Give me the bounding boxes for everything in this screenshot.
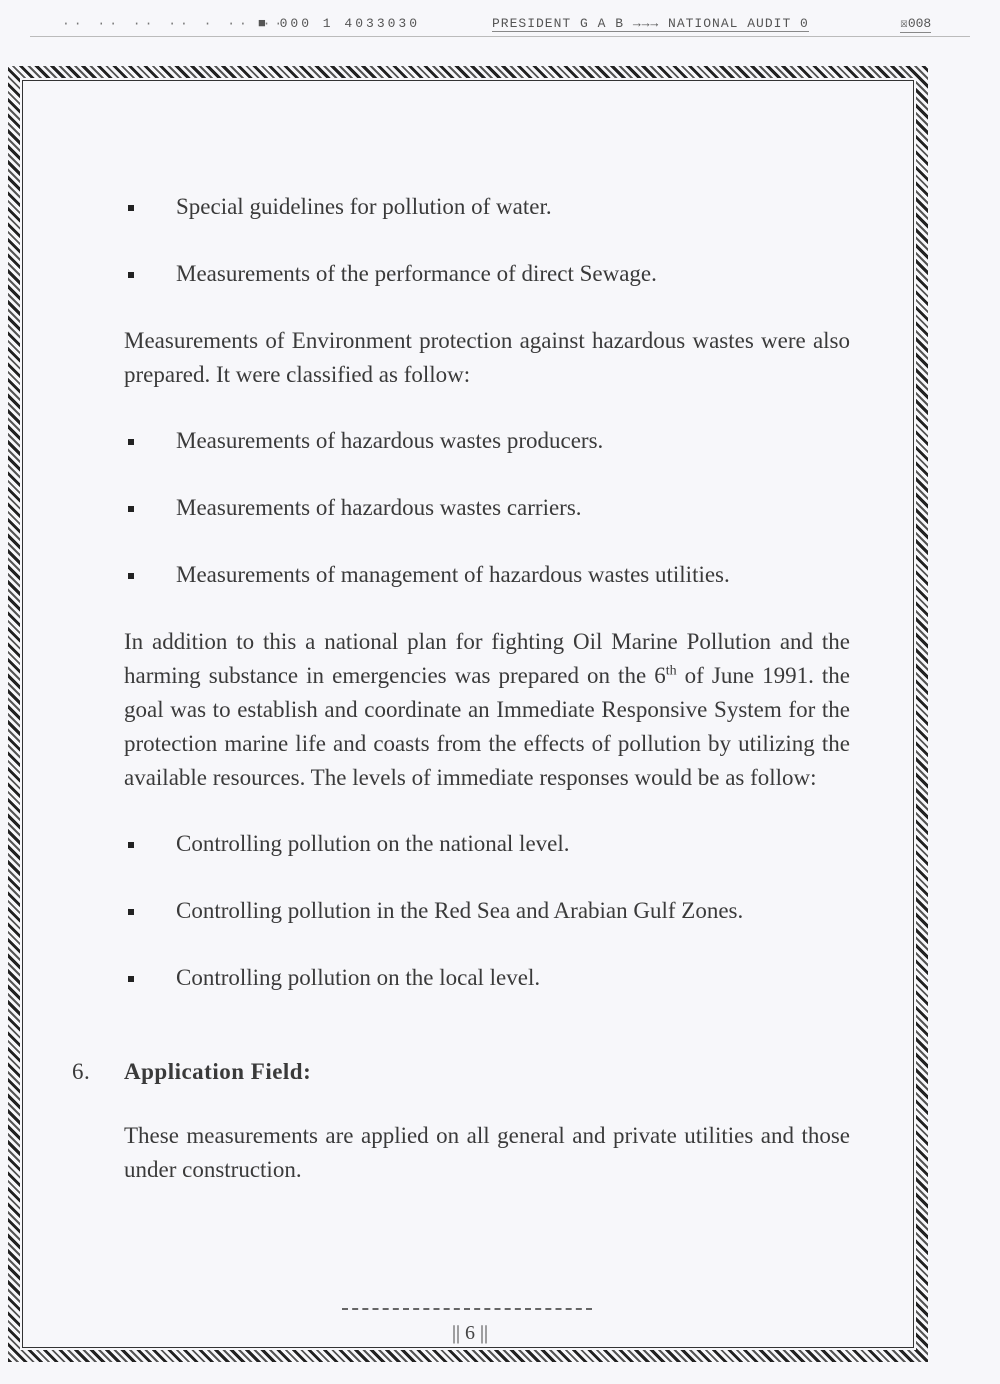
list-item-text: Measurements of management of hazardous wastes utilities. xyxy=(176,562,730,587)
bullet-icon xyxy=(128,439,134,445)
list-item-text: Controlling pollution on the local level. xyxy=(176,965,541,990)
bullet-icon xyxy=(128,909,134,915)
ordinal-suffix: th xyxy=(665,663,677,679)
fax-page-marker: ☒008 xyxy=(900,16,932,31)
section-number: 6. xyxy=(72,1059,91,1084)
list-item xyxy=(124,491,850,525)
bullet-icon xyxy=(128,272,134,278)
list-item-text: Special guidelines for pollution of water. xyxy=(176,194,552,219)
list-item xyxy=(124,424,850,458)
fax-header-rule xyxy=(30,36,970,37)
bullet-icon xyxy=(128,842,134,848)
list-item xyxy=(124,961,850,995)
list-item-text: Controlling pollution in the Red Sea and Arabian Gulf Zones. xyxy=(176,898,744,923)
paragraph-text-start: In addition to this a national plan for fighting Oil Marine Pollution and the harming substance in emergencies was prepared on the 6 xyxy=(124,629,850,688)
fax-left-code: ·· ·· ·· ·· · ·· ·· xyxy=(62,16,287,31)
list-item xyxy=(124,894,850,928)
fax-machine-id: ■ 000 1 4033030 xyxy=(258,16,421,31)
list-item xyxy=(124,190,850,224)
list-item xyxy=(124,257,850,291)
list-item-text: Controlling pollution on the national level. xyxy=(176,831,570,856)
paragraph-application-field: These measurements are applied on all general and private utilities and those under construction. xyxy=(124,1123,850,1182)
paragraph-national-plan xyxy=(124,625,850,795)
list-item-text: Measurements of hazardous wastes carriers. xyxy=(176,495,582,520)
footer-divider xyxy=(342,1308,592,1310)
bullet-icon xyxy=(128,205,134,211)
section-heading xyxy=(72,1055,850,1089)
document-body xyxy=(72,190,850,1219)
fax-sender: PRESIDENT G A B →→→ NATIONAL AUDIT 0 xyxy=(492,16,809,31)
bullet-icon xyxy=(128,573,134,579)
bullet-icon xyxy=(128,506,134,512)
paragraph-text-end: of June 1991. the goal was to establish and coordinate an Immediate Responsive System for the protection marine life and coasts from the effects of pollution by utilizing the available resources. The levels of immediate responses would be as follow: xyxy=(124,663,850,790)
paragraph-hazardous-wastes: Measurements of Environment protection against hazardous wastes were also prepared. It were classified as follow: xyxy=(124,328,850,387)
page-number: || 6 || xyxy=(451,1322,488,1344)
list-item xyxy=(124,558,850,592)
fax-header xyxy=(0,12,1000,38)
list-item-text: Measurements of the performance of direct Sewage. xyxy=(176,261,657,286)
list-item-text: Measurements of hazardous wastes producers. xyxy=(176,428,604,453)
section-title: Application Field: xyxy=(124,1059,312,1084)
list-item xyxy=(124,827,850,861)
bullet-icon xyxy=(128,976,134,982)
